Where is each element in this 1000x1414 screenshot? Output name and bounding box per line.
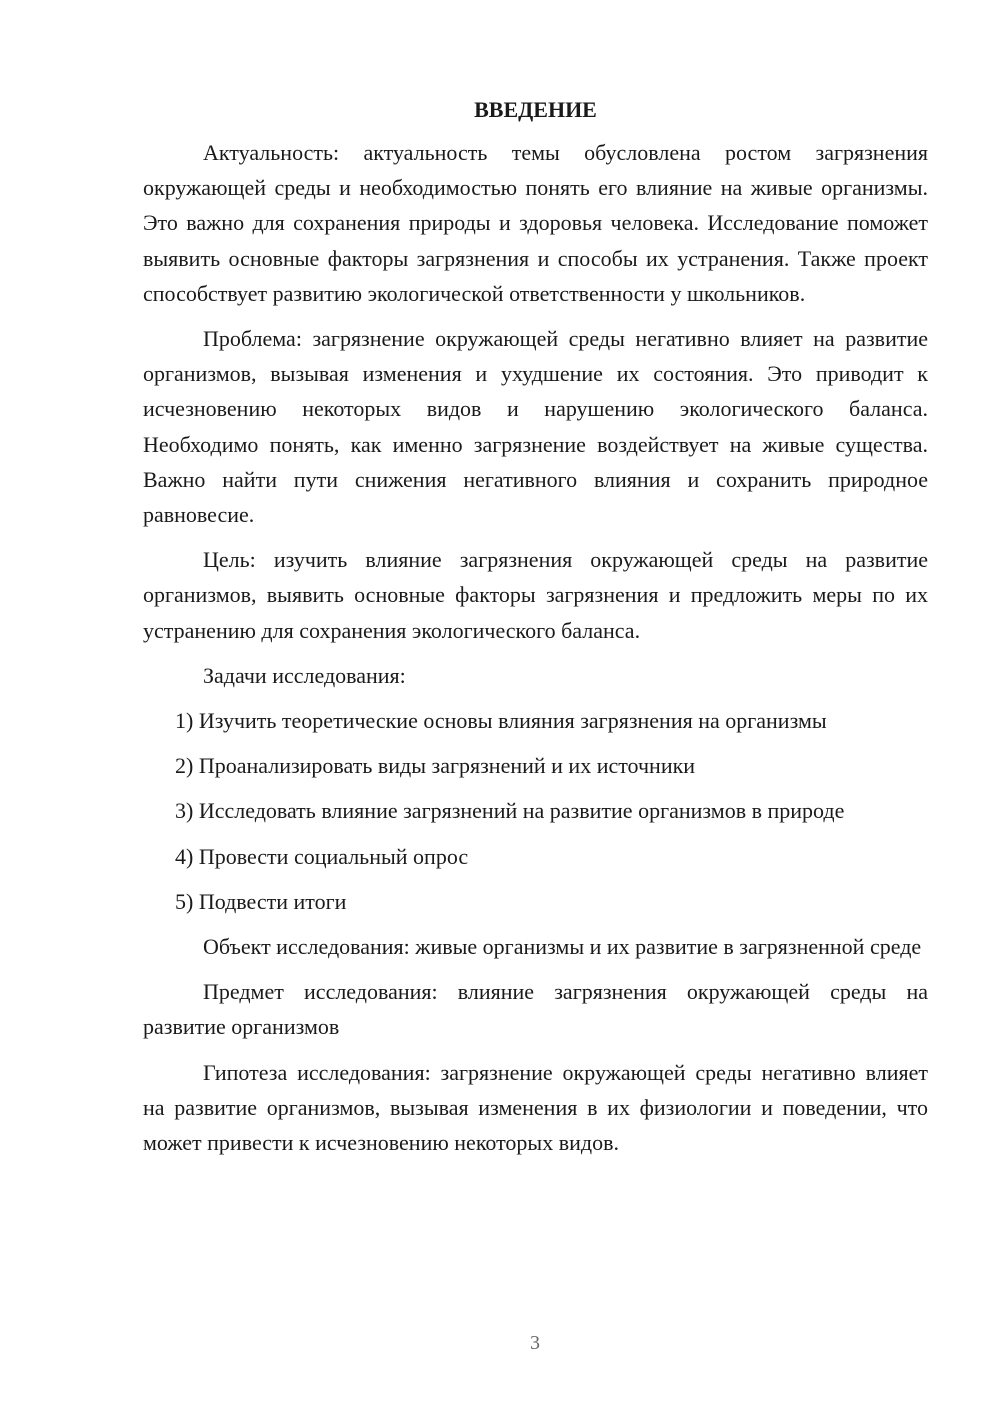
task-item: 4) Провести социальный опрос	[175, 843, 469, 869]
subject-paragraph: Предмет исследования: влияние загрязнения окружающей среды на развитие организмов	[143, 979, 928, 1040]
relevance-paragraph: Актуальность: актуальность темы обусловлена ростом загрязнения окружающей среды и необходимостью понять его влияние на живые организмы. Это важно для сохранения природы и здоровья человека. Исследование поможет выявить основные факторы загрязнения и способы их устранения. Также проект способствует развитию экологической ответственности у школьников.	[143, 140, 928, 306]
problem-paragraph: Проблема: загрязнение окружающей среды негативно влияет на развитие организмов, вызывая изменения и ухудшение их состояния. Это приводит к исчезновению некоторых видов и нарушению экологического баланса. Необходимо понять, как именно загрязнение воздействует на живые существа. Важно найти пути снижения негативного влияния и сохранить природное равновесие.	[143, 326, 928, 528]
tasks-heading: Задачи исследования:	[203, 662, 406, 688]
document-page	[143, 95, 928, 1170]
section-title: ВВЕДЕНИЕ	[474, 97, 597, 122]
task-item: 1) Изучить теоретические основы влияния загрязнения на организмы	[175, 708, 827, 734]
task-item: 5) Подвести итоги	[175, 888, 347, 914]
goal-paragraph: Цель: изучить влияние загрязнения окружающей среды на развитие организмов, выявить основные факторы загрязнения и предложить меры по их устранению для сохранения экологического баланса.	[143, 547, 928, 643]
hypothesis-paragraph: Гипотеза исследования: загрязнение окружающей среды негативно влияет на развитие организмов, вызывая изменения в их физиологии и поведении, что может привести к исчезновению некоторых видов.	[143, 1059, 928, 1156]
object-paragraph: Объект исследования: живые организмы и их развитие в загрязненной среде	[203, 934, 922, 960]
task-item: 2) Проанализировать виды загрязнений и их источники	[175, 753, 696, 779]
task-item: 3) Исследовать влияние загрязнений на развитие организмов в природе	[175, 798, 845, 824]
page-number: 3	[530, 1332, 540, 1354]
